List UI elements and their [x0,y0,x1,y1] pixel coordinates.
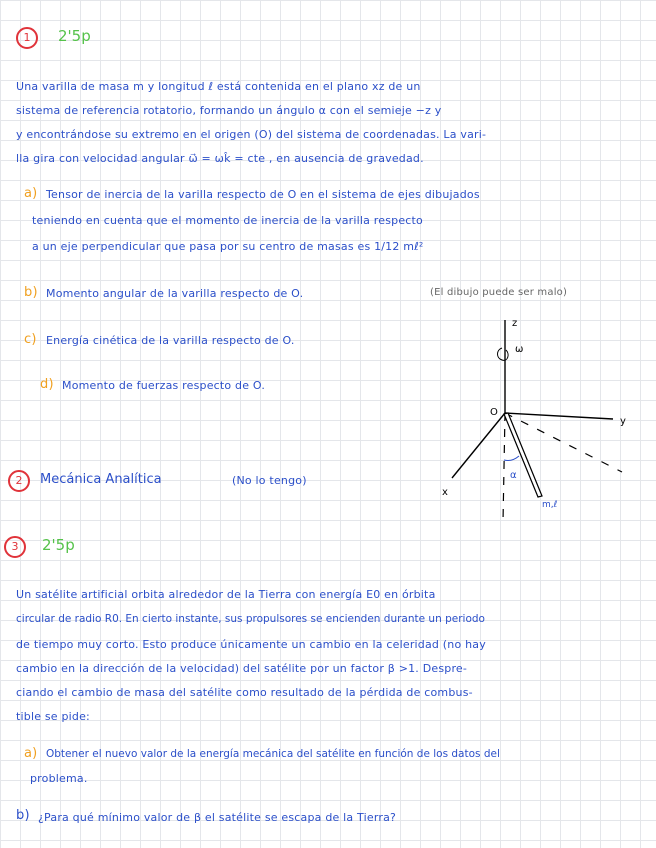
s3-line-4: cambio en la dirección de la velocidad) del satélite por un factor β >1. Despre- [16,662,468,675]
s3-line-2: circular de radio R0. En cierto instante, sus propulsores se encienden durante un periodo [16,613,485,625]
s3-line-3: de tiempo muy corto. Esto produce únicamente un cambio en la celeridad (no hay [16,638,486,651]
omega-label: ω [515,344,524,355]
z-axis-label: z [512,318,518,329]
s1-a-line-2: teniendo en cuenta que el momento de inercia de la varilla respecto [32,214,423,227]
s1-a-line-3: a un eje perpendicular que pasa por su centro de masas es 1/12 mℓ² [32,240,424,253]
rod-label: m,ℓ [542,500,558,510]
section-1-points: 2'5p [58,27,91,45]
section-3-number: 3 [4,536,26,558]
y-axis [505,413,613,419]
x-axis-label: x [442,487,448,498]
s1-d-text: Momento de fuerzas respecto de O. [62,379,266,392]
rotation-arrow-icon [498,348,509,360]
section-2-note: (No lo tengo) [232,474,307,487]
s3-line-1: Un satélite artificial orbita alrededor de la Tierra con energía E0 en órbita [16,588,436,601]
y-axis-label: y [620,416,626,427]
angle-label: α [510,470,517,481]
section-1-number: 1 [16,27,38,49]
s1-c-text: Energía cinética de la varilla respecto de O. [46,334,295,347]
s1-a-letter: a) [24,186,38,201]
s1-line-3: y encontrándose su extremo en el origen (O) del sistema de coordenadas. La vari- [16,128,487,141]
section-3-points: 2'5p [42,536,75,554]
minus-z-axis [503,413,505,522]
s3-a-line-2: problema. [30,772,88,785]
dashed-projection [505,413,622,472]
s3-b-text: ¿Para qué mínimo valor de β el satélite se escapa de la Tierra? [38,811,397,824]
angle-arc [504,456,519,461]
s1-line-2: sistema de referencia rotatorio, formando un ángulo α con el semieje −z y [16,104,442,117]
section-2-number: 2 [8,470,30,492]
rod [504,413,542,497]
x-axis [452,413,505,478]
s1-c-letter: c) [24,332,37,347]
s3-b-letter: b) [16,808,30,823]
s1-line-1: Una varilla de masa m y longitud ℓ está contenida en el plano xz de un [16,80,421,93]
s1-b-text: Momento angular de la varilla respecto de O. [46,287,304,300]
s1-a-line-1: Tensor de inercia de la varilla respecto de O en el sistema de ejes dibujados [46,188,480,201]
s1-b-note: (El dibujo puede ser malo) [430,287,568,298]
origin-label: O [490,407,498,418]
s3-line-5: ciando el cambio de masa del satélite como resultado de la pérdida de combus- [16,686,473,699]
s3-line-6: tible se pide: [16,710,90,723]
s3-a-line-1: Obtener el nuevo valor de la energía mecánica del satélite en función de los datos del [46,748,500,760]
s1-line-4: lla gira con velocidad angular ω⃗ = ωk̂ = cte , en ausencia de gravedad. [16,152,424,165]
section-2-title: Mecánica Analítica [40,472,162,487]
rod-diagram [430,310,640,530]
s1-b-letter: b) [24,285,38,300]
s3-a-letter: a) [24,746,38,761]
s1-d-letter: d) [40,377,54,392]
